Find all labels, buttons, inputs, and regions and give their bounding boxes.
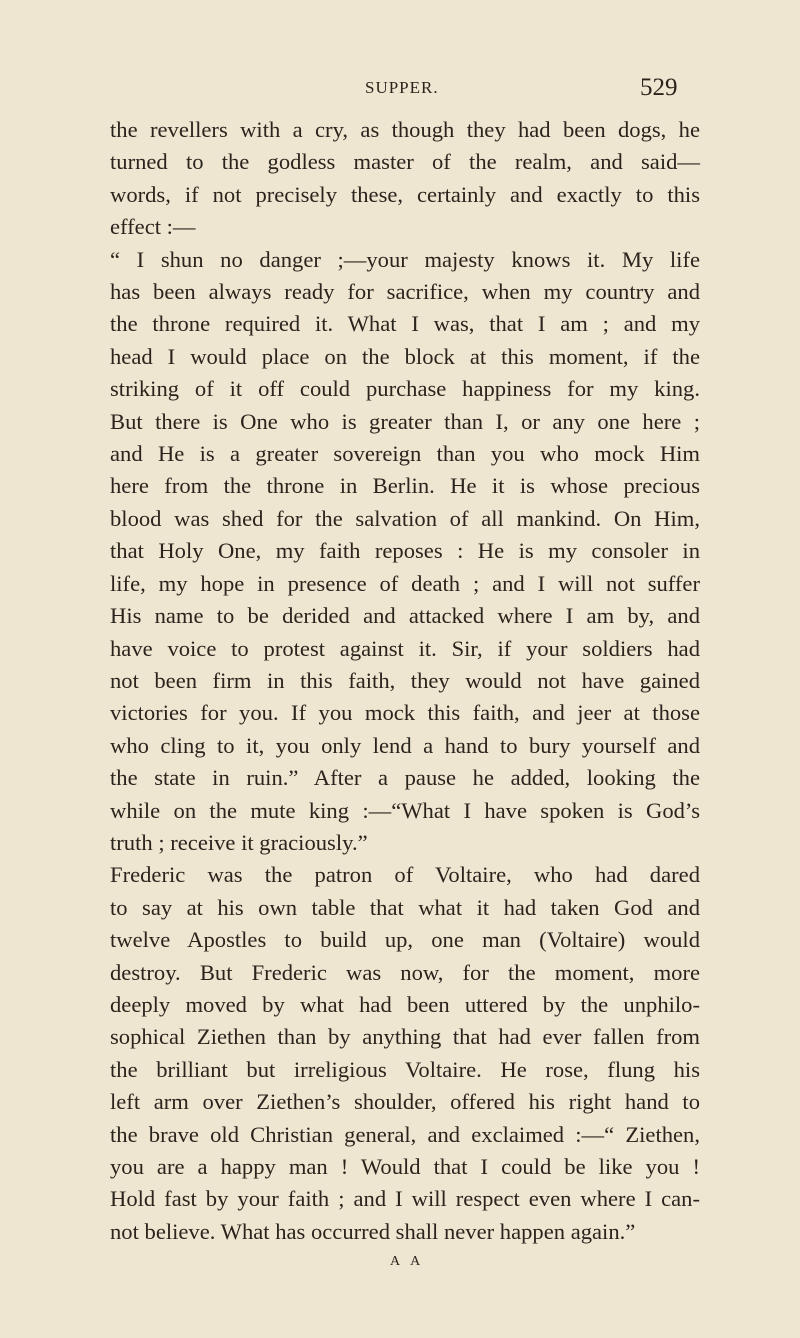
text-line: while on the mute king :—“What I have spoken is God’s: [110, 797, 700, 823]
text-line: effect :—: [110, 214, 196, 240]
text-line: sophical Ziethen than by anything that had ever fallen from: [110, 1024, 700, 1050]
text-line: striking of it off could purchase happiness for my king.: [110, 376, 700, 402]
text-line: deeply moved by what had been uttered by the unphilo-: [110, 991, 700, 1017]
text-line: “ I shun no danger ;—your majesty knows it. My life: [110, 246, 700, 272]
text-line: who cling to it, you only lend a hand to bury yourself and: [110, 732, 700, 758]
body-text: [110, 114, 700, 1248]
text-line: left arm over Ziethen’s shoulder, offered his right hand to: [110, 1089, 700, 1115]
text-line: not believe. What has occurred shall never happen again.”: [110, 1218, 636, 1244]
text-line: the brave old Christian general, and exclaimed :—“ Ziethen,: [110, 1121, 700, 1147]
text-line: here from the throne in Berlin. He it is whose precious: [110, 473, 700, 499]
text-line: Hold fast by your faith ; and I will respect even where I can-: [110, 1186, 700, 1212]
text-line: twelve Apostles to build up, one man (Voltaire) would: [110, 927, 700, 953]
text-line: to say at his own table that what it had taken God and: [110, 894, 700, 920]
text-line: the throne required it. What I was, that I am ; and my: [110, 311, 700, 337]
text-line: life, my hope in presence of death ; and I will not suffer: [110, 570, 700, 596]
text-line: turned to the godless master of the realm, and said—: [110, 149, 700, 175]
text-line: the brilliant but irreligious Voltaire. He rose, flung his: [110, 1056, 700, 1082]
text-line: His name to be derided and attacked where I am by, and: [110, 603, 700, 629]
text-line: blood was shed for the salvation of all mankind. On Him,: [110, 505, 700, 531]
page-number: 529: [640, 74, 678, 101]
text-line: Frederic was the patron of Voltaire, who had dared: [110, 862, 700, 888]
text-line: and He is a greater sovereign than you who mock Him: [110, 441, 700, 467]
text-line: you are a happy man ! Would that I could be like you !: [110, 1154, 700, 1179]
text-line: not been firm in this faith, they would not have gained: [110, 667, 700, 693]
text-line: truth ; receive it graciously.”: [110, 829, 368, 855]
running-head: SUPPER.: [365, 78, 439, 97]
signature-mark: A A: [390, 1254, 425, 1269]
text-line: head I would place on the block at this moment, if the: [110, 343, 700, 369]
text-line: But there is One who is greater than I, or any one here ;: [110, 408, 700, 434]
text-line: that Holy One, my faith reposes : He is my consoler in: [110, 538, 700, 564]
text-line: victories for you. If you mock this faith, and jeer at those: [110, 700, 700, 726]
text-line: the revellers with a cry, as though they had been dogs, he: [110, 117, 700, 142]
text-line: words, if not precisely these, certainly and exactly to this: [110, 181, 700, 207]
text-line: has been always ready for sacrifice, when my country and: [110, 279, 700, 305]
text-line: destroy. But Frederic was now, for the moment, more: [110, 959, 700, 985]
text-line: the state in ruin.” After a pause he added, looking the: [110, 765, 700, 791]
text-line: have voice to protest against it. Sir, if your soldiers had: [110, 635, 700, 661]
